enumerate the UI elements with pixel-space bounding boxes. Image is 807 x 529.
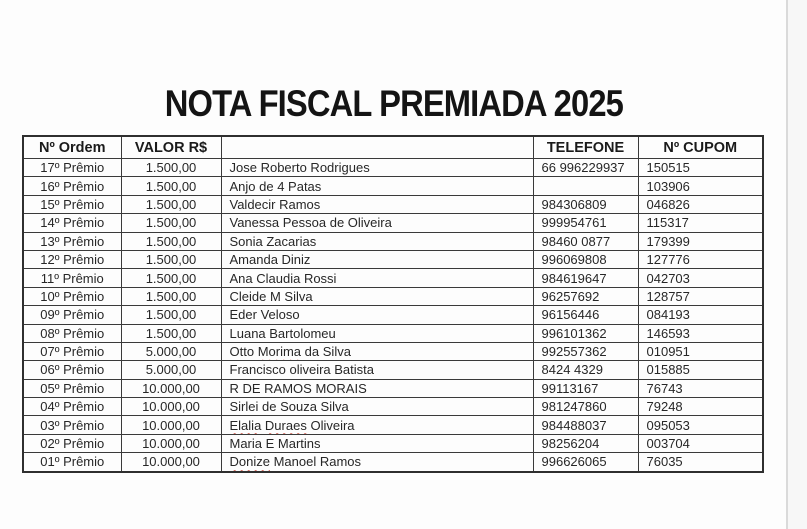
- cell-cupom: 084193: [638, 306, 763, 324]
- cell-cupom: 010951: [638, 342, 763, 360]
- cell-ordem: 05º Prêmio: [23, 379, 121, 397]
- cell-telefone: 984488037: [533, 416, 638, 434]
- misspelled-word: Donize: [229, 454, 270, 470]
- table-row: [23, 287, 763, 305]
- cell-cupom: 003704: [638, 434, 763, 452]
- cell-ordem: 14º Prêmio: [23, 214, 121, 232]
- cell-ordem: 16º Prêmio: [23, 177, 121, 195]
- cell-ordem: 15º Prêmio: [23, 195, 121, 213]
- cell-valor: 1.500,00: [121, 195, 221, 213]
- cell-valor: 1.500,00: [121, 269, 221, 287]
- cell-valor: 10.000,00: [121, 434, 221, 452]
- cell-ordem: 13º Prêmio: [23, 232, 121, 250]
- table-row: [23, 398, 763, 416]
- cell-nome: Francisco oliveira Batista: [221, 361, 533, 379]
- table-row: [23, 250, 763, 268]
- cell-nome: Jose Roberto Rodrigues: [221, 159, 533, 177]
- cell-nome: Valdecir Ramos: [221, 195, 533, 213]
- cell-nome: Cleide M Silva: [221, 287, 533, 305]
- header-ordem: Nº Ordem: [23, 136, 121, 159]
- cell-nome: Donize Manoel Ramos: [221, 453, 533, 472]
- cell-cupom: 095053: [638, 416, 763, 434]
- cell-nome: Elalia Duraes Oliveira: [221, 416, 533, 434]
- cell-nome: Sonia Zacarias: [221, 232, 533, 250]
- cell-valor: 10.000,00: [121, 453, 221, 472]
- page-edge: [786, 0, 807, 529]
- cell-ordem: 10º Prêmio: [23, 287, 121, 305]
- cell-cupom: 103906: [638, 177, 763, 195]
- prize-table-container: [22, 135, 762, 473]
- cell-cupom: 179399: [638, 232, 763, 250]
- cell-valor: 1.500,00: [121, 232, 221, 250]
- cell-valor: 5.000,00: [121, 342, 221, 360]
- cell-telefone: 981247860: [533, 398, 638, 416]
- cell-telefone: 66 996229937: [533, 159, 638, 177]
- cell-nome: Luana Bartolomeu: [221, 324, 533, 342]
- table-row: [23, 159, 763, 177]
- cell-valor: 1.500,00: [121, 177, 221, 195]
- header-telefone: TELEFONE: [533, 136, 638, 159]
- cell-valor: 1.500,00: [121, 159, 221, 177]
- misspelled-word: Morima: [257, 344, 302, 360]
- cell-telefone: 98256204: [533, 434, 638, 452]
- table-header-row: [23, 136, 763, 159]
- cell-ordem: 17º Prêmio: [23, 159, 121, 177]
- table-body: [23, 159, 763, 472]
- cell-telefone: 984306809: [533, 195, 638, 213]
- header-valor: VALOR R$: [121, 136, 221, 159]
- cell-cupom: 115317: [638, 214, 763, 232]
- cell-ordem: 06º Prêmio: [23, 361, 121, 379]
- misspelled-word: Duraes: [264, 417, 307, 433]
- cell-cupom: 015885: [638, 361, 763, 379]
- cell-telefone: 98460 0877: [533, 232, 638, 250]
- cell-ordem: 09º Prêmio: [23, 306, 121, 324]
- cell-nome: Vanessa Pessoa de Oliveira: [221, 214, 533, 232]
- cell-telefone: 96156446: [533, 306, 638, 324]
- table-row: [23, 232, 763, 250]
- cell-cupom: 146593: [638, 324, 763, 342]
- table-row: [23, 453, 763, 472]
- cell-ordem: 07º Prêmio: [23, 342, 121, 360]
- table-row: [23, 416, 763, 434]
- cell-valor: 1.500,00: [121, 287, 221, 305]
- cell-nome: R DE RAMOS MORAIS: [221, 379, 533, 397]
- cell-nome: Amanda Diniz: [221, 250, 533, 268]
- table-row: [23, 214, 763, 232]
- table-row: [23, 177, 763, 195]
- table-row: [23, 342, 763, 360]
- table-row: [23, 306, 763, 324]
- cell-telefone: 999954761: [533, 214, 638, 232]
- cell-cupom: 150515: [638, 159, 763, 177]
- cell-telefone: 992557362: [533, 342, 638, 360]
- cell-nome: Ana Claudia Rossi: [221, 269, 533, 287]
- cell-ordem: 02º Prêmio: [23, 434, 121, 452]
- cell-ordem: 11º Prêmio: [23, 269, 121, 287]
- cell-valor: 1.500,00: [121, 324, 221, 342]
- table-row: [23, 324, 763, 342]
- cell-cupom: 127776: [638, 250, 763, 268]
- cell-cupom: 042703: [638, 269, 763, 287]
- cell-valor: 1.500,00: [121, 250, 221, 268]
- cell-cupom: 79248: [638, 398, 763, 416]
- header-nome: [221, 136, 533, 159]
- cell-ordem: 12º Prêmio: [23, 250, 121, 268]
- table-row: [23, 379, 763, 397]
- cell-valor: 5.000,00: [121, 361, 221, 379]
- misspelled-word: Elalia: [229, 417, 262, 433]
- header-cupom: Nº CUPOM: [638, 136, 763, 159]
- cell-telefone: 8424 4329: [533, 361, 638, 379]
- cell-cupom: 046826: [638, 195, 763, 213]
- table-row: [23, 269, 763, 287]
- page-title-text: NOTA FISCAL PREMIADA 2025: [164, 82, 624, 124]
- cell-nome: Eder Veloso: [221, 306, 533, 324]
- prize-table: [22, 135, 764, 473]
- cell-nome: Otto Morima da Silva: [221, 342, 533, 360]
- cell-valor: 10.000,00: [121, 379, 221, 397]
- cell-telefone: 996626065: [533, 453, 638, 472]
- table-row: [23, 434, 763, 452]
- cell-ordem: 08º Prêmio: [23, 324, 121, 342]
- cell-ordem: 04º Prêmio: [23, 398, 121, 416]
- cell-nome: Maria E Martins: [221, 434, 533, 452]
- cell-telefone: 99113167: [533, 379, 638, 397]
- cell-valor: 10.000,00: [121, 398, 221, 416]
- cell-cupom: 76035: [638, 453, 763, 472]
- table-row: [23, 195, 763, 213]
- cell-nome: Sirlei de Souza Silva: [221, 398, 533, 416]
- cell-telefone: 96257692: [533, 287, 638, 305]
- cell-cupom: 128757: [638, 287, 763, 305]
- cell-telefone: 996101362: [533, 324, 638, 342]
- cell-cupom: 76743: [638, 379, 763, 397]
- cell-valor: 1.500,00: [121, 214, 221, 232]
- cell-telefone: 996069808: [533, 250, 638, 268]
- cell-telefone: [533, 177, 638, 195]
- table-row: [23, 361, 763, 379]
- cell-nome: Anjo de 4 Patas: [221, 177, 533, 195]
- cell-valor: 1.500,00: [121, 306, 221, 324]
- cell-ordem: 01º Prêmio: [23, 453, 121, 472]
- cell-valor: 10.000,00: [121, 416, 221, 434]
- cell-ordem: 03º Prêmio: [23, 416, 121, 434]
- page-title: [0, 83, 788, 125]
- cell-telefone: 984619647: [533, 269, 638, 287]
